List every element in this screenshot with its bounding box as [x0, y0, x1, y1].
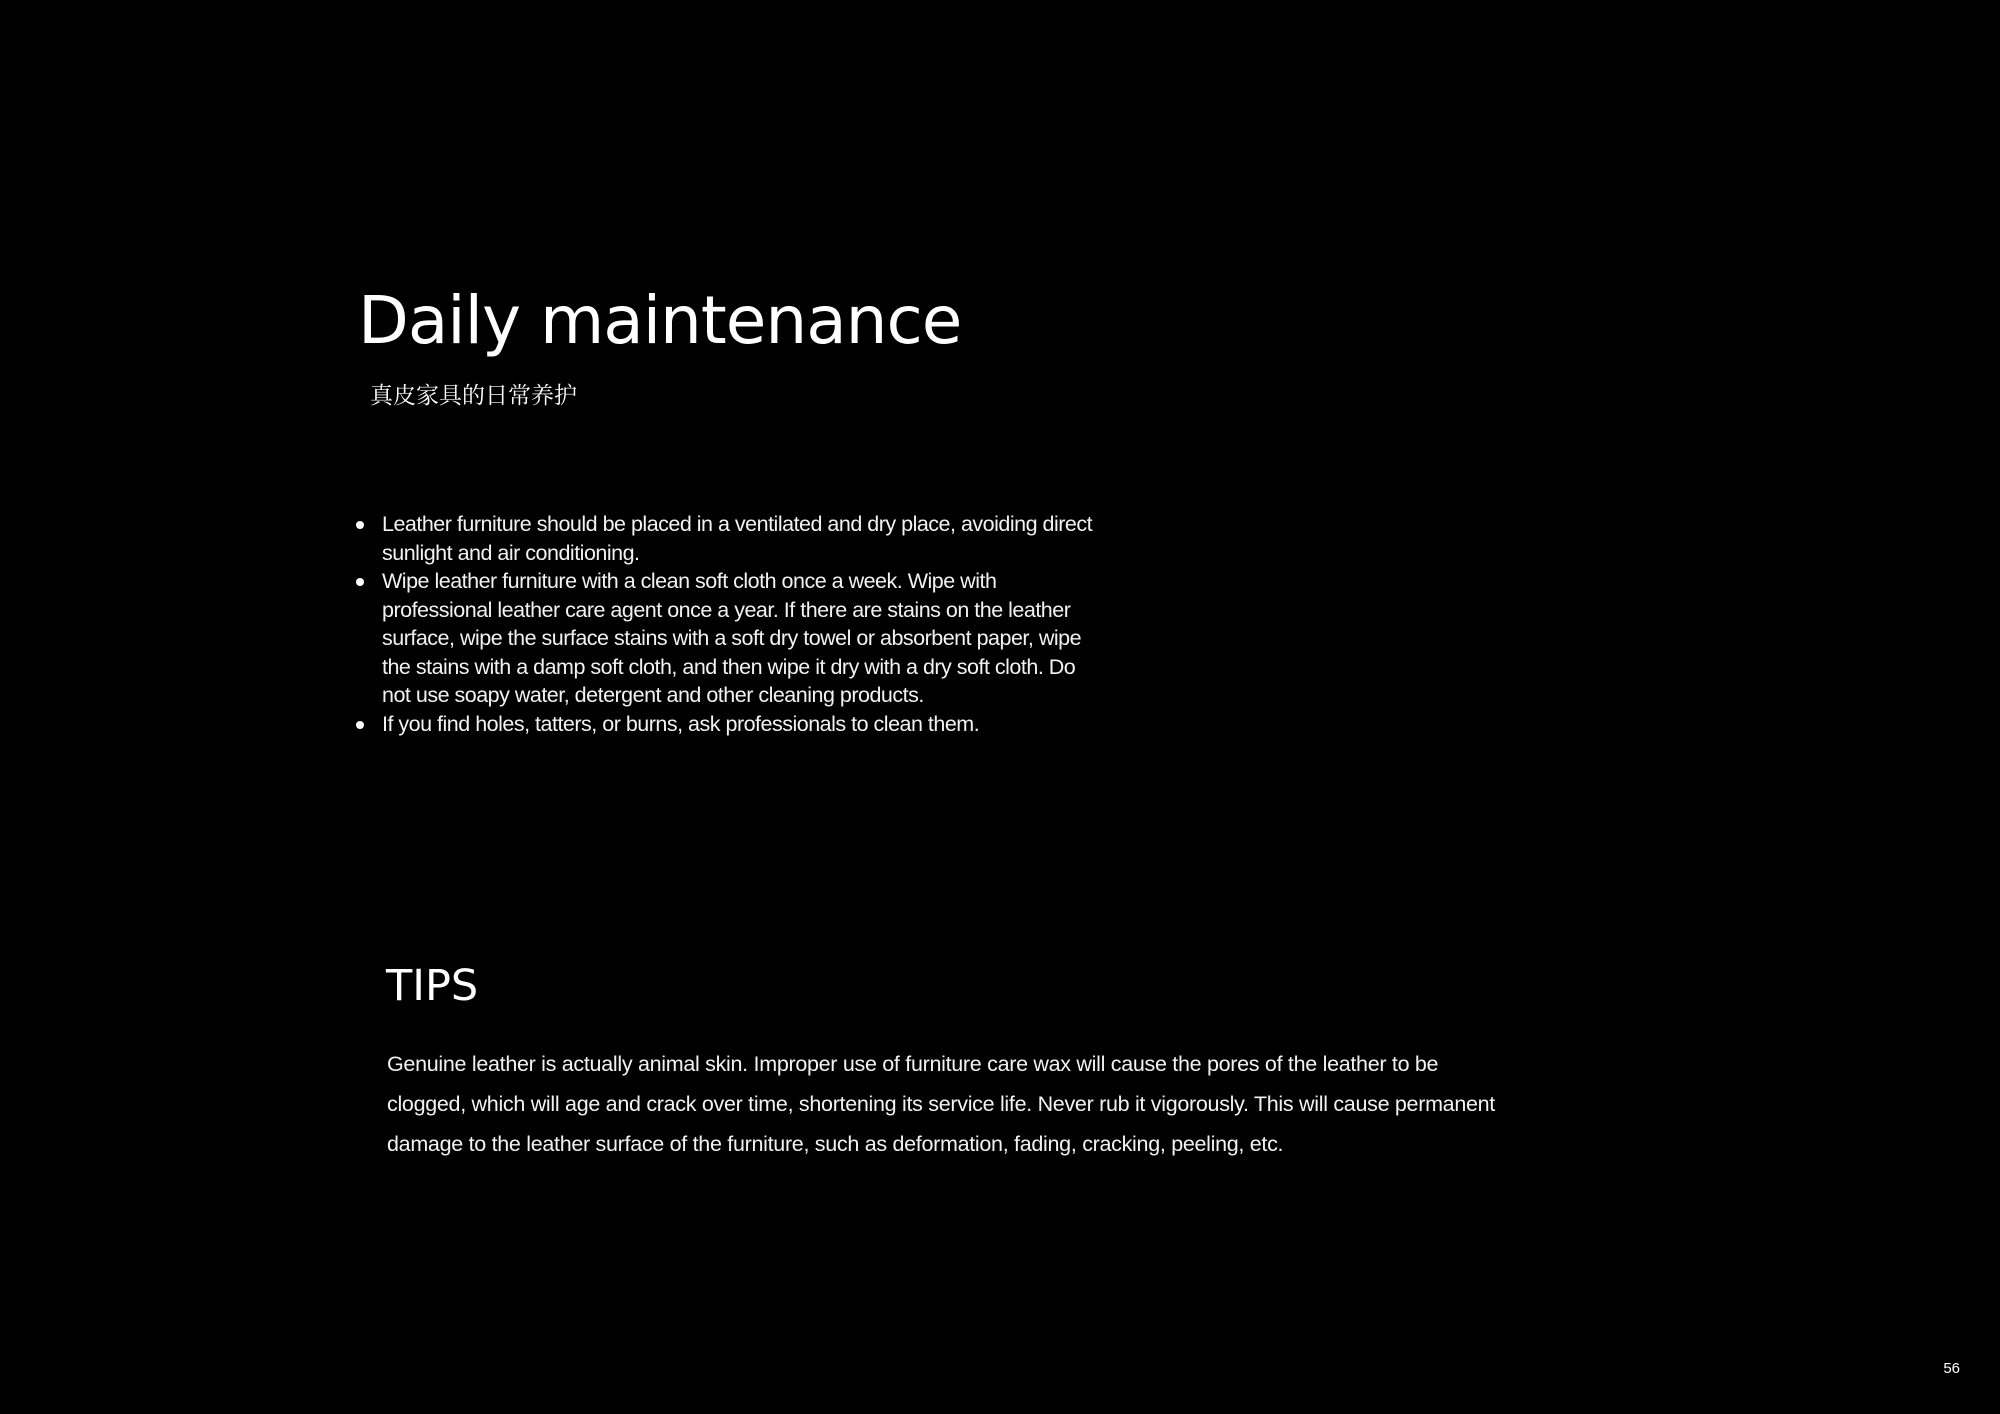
tips-heading: TIPS: [386, 961, 479, 1011]
page-subtitle: 真皮家具的日常养护: [370, 383, 577, 409]
maintenance-item-damage: If you find holes, tatters, or burns, ask professionals to clean them.: [382, 710, 1102, 739]
maintenance-item-placement: Leather furniture should be placed in a ventilated and dry place, avoiding direct sunlight and air conditioning.: [382, 510, 1102, 567]
page-title: Daily maintenance: [358, 282, 962, 359]
maintenance-list: [382, 510, 1102, 738]
maintenance-item-wiping: Wipe leather furniture with a clean soft cloth once a week. Wipe with professional leather care agent once a year. If there are stains on the leather surface, wipe the surface stains with a soft dry towel or absorbent paper, wipe the stains with a damp soft cloth, and then wipe it dry with a dry soft cloth. Do not use soapy water, detergent and other cleaning products.: [382, 567, 1102, 710]
page-number: 56: [1943, 1360, 1960, 1377]
tips-body: Genuine leather is actually animal skin. Improper use of furniture care wax will cause the pores of the leather to be clogged, which will age and crack over time, shortening its service life. Never rub it vigorously. This will cause permanent damage to the leather surface of the furniture, such as deformation, fading, cracking, peeling, etc.: [387, 1052, 1495, 1156]
